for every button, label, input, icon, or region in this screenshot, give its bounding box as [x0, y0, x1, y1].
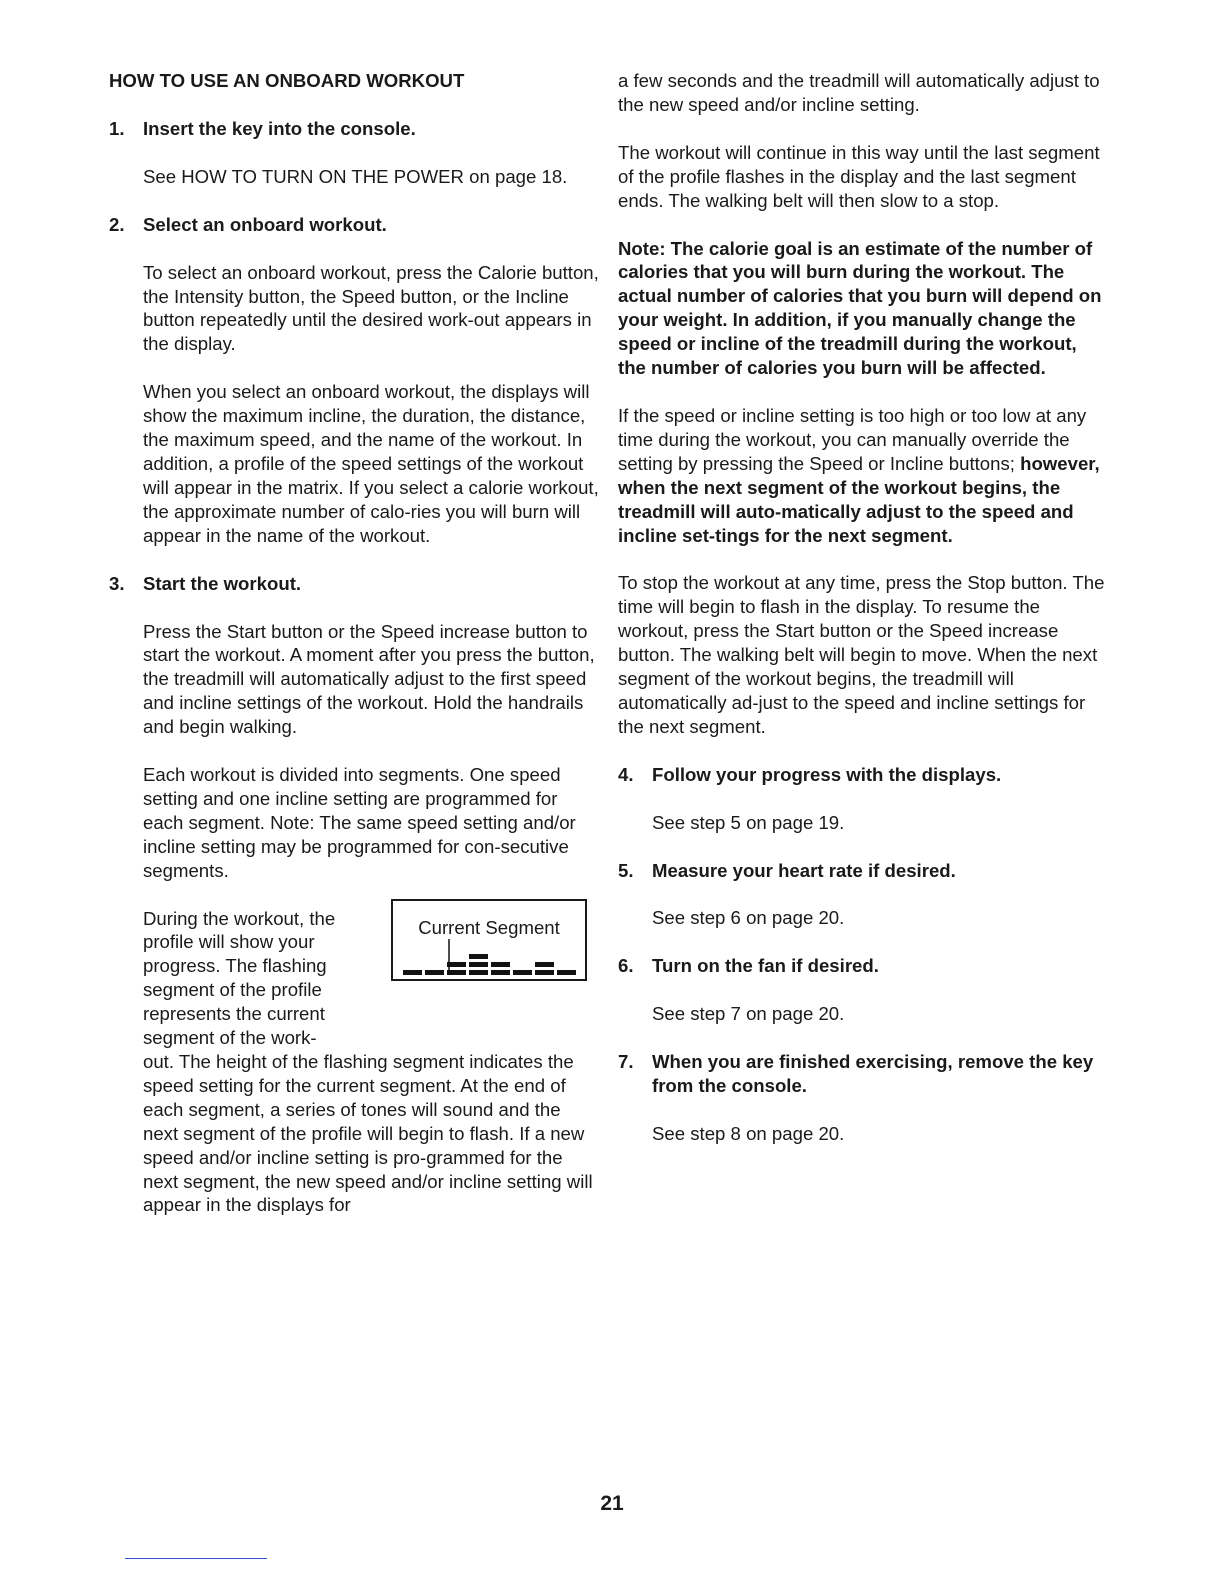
profile-block [491, 962, 510, 967]
profile-block [557, 970, 576, 975]
step-4 [618, 763, 1108, 787]
paragraph-text: If the speed or incline setting is too high or too low at any time during the workout, you can manually override the setting by pressing the Speed or Incline buttons; [618, 404, 1087, 474]
section-heading: HOW TO USE AN ONBOARD WORKOUT [109, 70, 465, 91]
profile-block [535, 970, 554, 975]
paragraph: To stop the workout at any time, press the Stop button. The time will begin to flash in the display. To resume the workout, press the Start button or the Speed increase button. The walking belt will begin to move. When the next segment of the workout begins, the treadmill will automatically ad-just to the speed and incline settings for the next segment. [618, 572, 1105, 737]
step-2 [109, 213, 599, 237]
profile-block [469, 954, 488, 959]
profile-block [513, 970, 532, 975]
step-1 [109, 117, 599, 141]
paragraph-continuation: out. The height of the flashing segment indicates the speed setting for the current segment. At the end of each segment, a series of tones will sound and the next segment of the profile will begin to flash. If a new speed and/or incline setting is pro-grammed for the next segment, the new speed and/or incline setting will appear in the displays for [143, 1051, 593, 1216]
paragraph: Press the Start button or the Speed increase button to start the workout. A moment after you press the button, the treadmill will automatically adjust to the first speed and incline settings of the workout. Hold the handrails and begin walking. [143, 620, 595, 738]
step-title: When you are finished exercising, remove the key from the console. [652, 1051, 1094, 1097]
footer-rule [125, 1558, 267, 1559]
step-body: See step 8 on page 20. [652, 1123, 845, 1144]
step-body: See step 5 on page 19. [652, 811, 845, 833]
wrapped-line: segment of the profile [143, 979, 322, 1001]
step-number: 4. [618, 763, 634, 785]
left-column [109, 69, 599, 1217]
profile-block [425, 970, 444, 975]
paragraph-bold-text: however, when the next segment of the workout begins, the treadmill will auto-matically adjust to the speed and incline set-tings for the next segment. [618, 452, 1100, 546]
wrapped-line: represents the current [143, 1003, 325, 1025]
step-body: See step 7 on page 20. [652, 1003, 845, 1025]
paragraph: The workout will continue in this way until the last segment of the profile flashes in the display and the last segment ends. The walking belt will then slow to a stop. [618, 141, 1100, 211]
step-title: Select an onboard workout. [143, 213, 387, 235]
step-title: Measure your heart rate if desired. [652, 859, 956, 881]
paragraph: Each workout is divided into segments. One speed setting and one incline setting are programmed for each segment. Note: The same speed setting and/or incline setting may be programmed for con-secutive segments. [143, 764, 576, 881]
page-number: 21 [600, 1492, 624, 1515]
step-number: 7. [618, 1051, 634, 1073]
step-body: See HOW TO TURN ON THE POWER on page 18. [143, 165, 568, 187]
paragraph: When you select an onboard workout, the displays will show the maximum incline, the duration, the distance, the maximum speed, and the name of the workout. In addition, a profile of the speed settings of the workout will appear in the matrix. If you select a calorie workout, the approximate number of calo-ries you will burn will appear in the name of the workout. [143, 381, 599, 546]
profile-block [447, 962, 466, 967]
profile-block [447, 970, 466, 975]
step-body: See step 6 on page 20. [652, 907, 845, 929]
profile-block [403, 970, 422, 975]
profile-matrix [403, 939, 579, 979]
step-6 [618, 954, 1108, 978]
wrapped-line: progress. The flashing [143, 955, 327, 977]
paragraph: a few seconds and the treadmill will automatically adjust to the new speed and/or incline setting. [618, 70, 1100, 115]
wrapped-line: segment of the work- [143, 1027, 317, 1049]
paragraph [618, 404, 1108, 547]
wrapped-line: During the workout, the [143, 907, 336, 929]
figure-label: Current Segment [418, 916, 560, 938]
profile-block [535, 962, 554, 967]
segment-paragraph [109, 907, 599, 1218]
step-number: 1. [109, 117, 125, 139]
step-title: Turn on the fan if desired. [652, 955, 879, 977]
step-number: 6. [618, 955, 634, 977]
step-7 [618, 1050, 1108, 1098]
profile-block [491, 970, 510, 975]
step-title: Start the workout. [143, 572, 302, 594]
step-title: Follow your progress with the displays. [652, 763, 1002, 785]
step-title: Insert the key into the console. [143, 117, 416, 139]
paragraph: To select an onboard workout, press the Calorie button, the Intensity button, the Speed button, or the Incline button repeatedly until the desired work-out appears in the display. [143, 261, 599, 355]
step-number: 3. [109, 572, 125, 594]
profile-block [469, 970, 488, 975]
step-3 [109, 572, 599, 596]
right-column [618, 69, 1108, 1146]
calorie-note: Note: The calorie goal is an estimate of the number of calories that you will burn during the workout. The actual number of calories that you burn will depend on your weight. In addition, if you manually change the speed or incline of the treadmill during the workout, the number of calories you burn will be affected. [618, 237, 1102, 379]
current-segment-figure [391, 899, 587, 981]
step-5 [618, 859, 1108, 883]
step-number: 2. [109, 213, 125, 235]
profile-block [469, 962, 488, 967]
step-number: 5. [618, 859, 634, 881]
wrapped-line: profile will show your [143, 931, 315, 953]
